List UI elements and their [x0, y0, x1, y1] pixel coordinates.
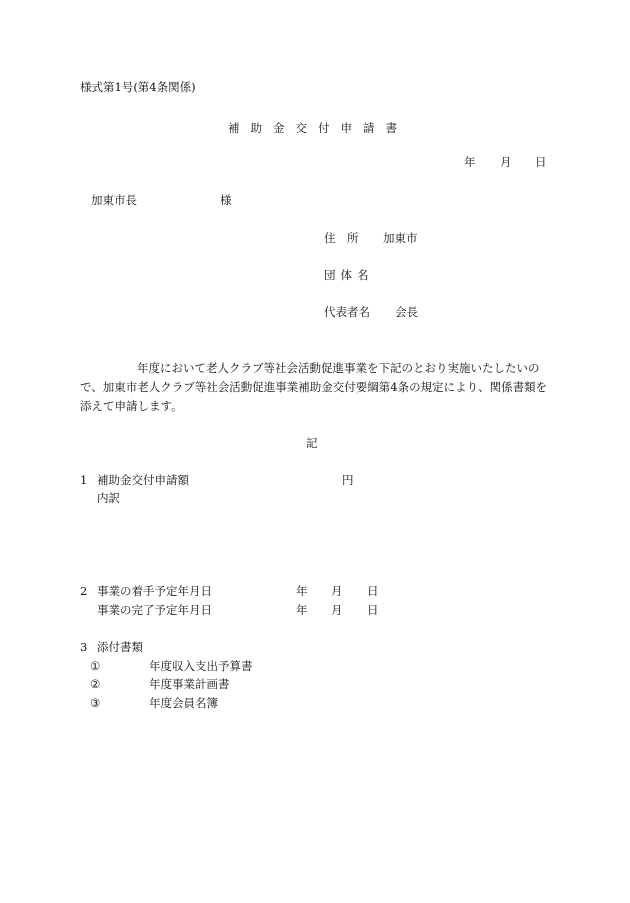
addressee-honorific: 様: [220, 193, 232, 207]
start-day: 日: [367, 584, 379, 598]
body-line-2: で、加東市老人クラブ等社会活動促進事業補助金交付要綱第4条の規定により、関係書類を: [80, 380, 548, 394]
end-month: 月: [331, 603, 343, 617]
section-1-unit: 円: [342, 473, 354, 487]
representative-label: 代表者名: [324, 305, 370, 319]
end-date-label: 事業の完了予定年月日: [97, 603, 212, 617]
attachment-mark: ②: [90, 677, 101, 691]
section-3-label: 添付書類: [97, 640, 143, 654]
address-label: 住 所: [324, 231, 359, 245]
attachment-item: 年度収入支出予算書: [149, 659, 253, 673]
attachment-item: 年度事業計画書: [149, 677, 230, 691]
group-name-label: 団体名: [324, 268, 374, 282]
address-value: 加東市: [383, 231, 418, 245]
body-line-3: 添えて申請します。: [80, 399, 183, 413]
section-1-label: 補助金交付申請額: [97, 473, 189, 487]
document-title: 補助金交付申請書: [228, 121, 408, 135]
section-3-number: 3: [80, 640, 88, 654]
attachment-item: 年度会員名簿: [149, 696, 218, 710]
date-day: 日: [535, 155, 547, 169]
end-day: 日: [367, 603, 379, 617]
start-date-label: 事業の着手予定年月日: [97, 584, 212, 598]
section-1-breakdown: 内訳: [97, 491, 120, 505]
body-line-1: 年度において老人クラブ等社会活動促進事業を下記のとおり実施いたしたいの: [137, 361, 540, 375]
ki-heading: 記: [306, 436, 318, 450]
end-year: 年: [296, 603, 308, 617]
addressee-name: 加東市長: [91, 193, 137, 207]
representative-value: 会長: [395, 305, 418, 319]
attachment-mark: ①: [90, 659, 101, 673]
section-1-number: 1: [80, 473, 88, 487]
form-id: 様式第1号(第4条関係): [80, 80, 196, 94]
date-year: 年: [464, 155, 476, 169]
attachment-mark: ③: [90, 696, 101, 710]
section-2-number: 2: [80, 584, 88, 598]
start-month: 月: [331, 584, 343, 598]
date-month: 月: [500, 155, 512, 169]
start-year: 年: [296, 584, 308, 598]
